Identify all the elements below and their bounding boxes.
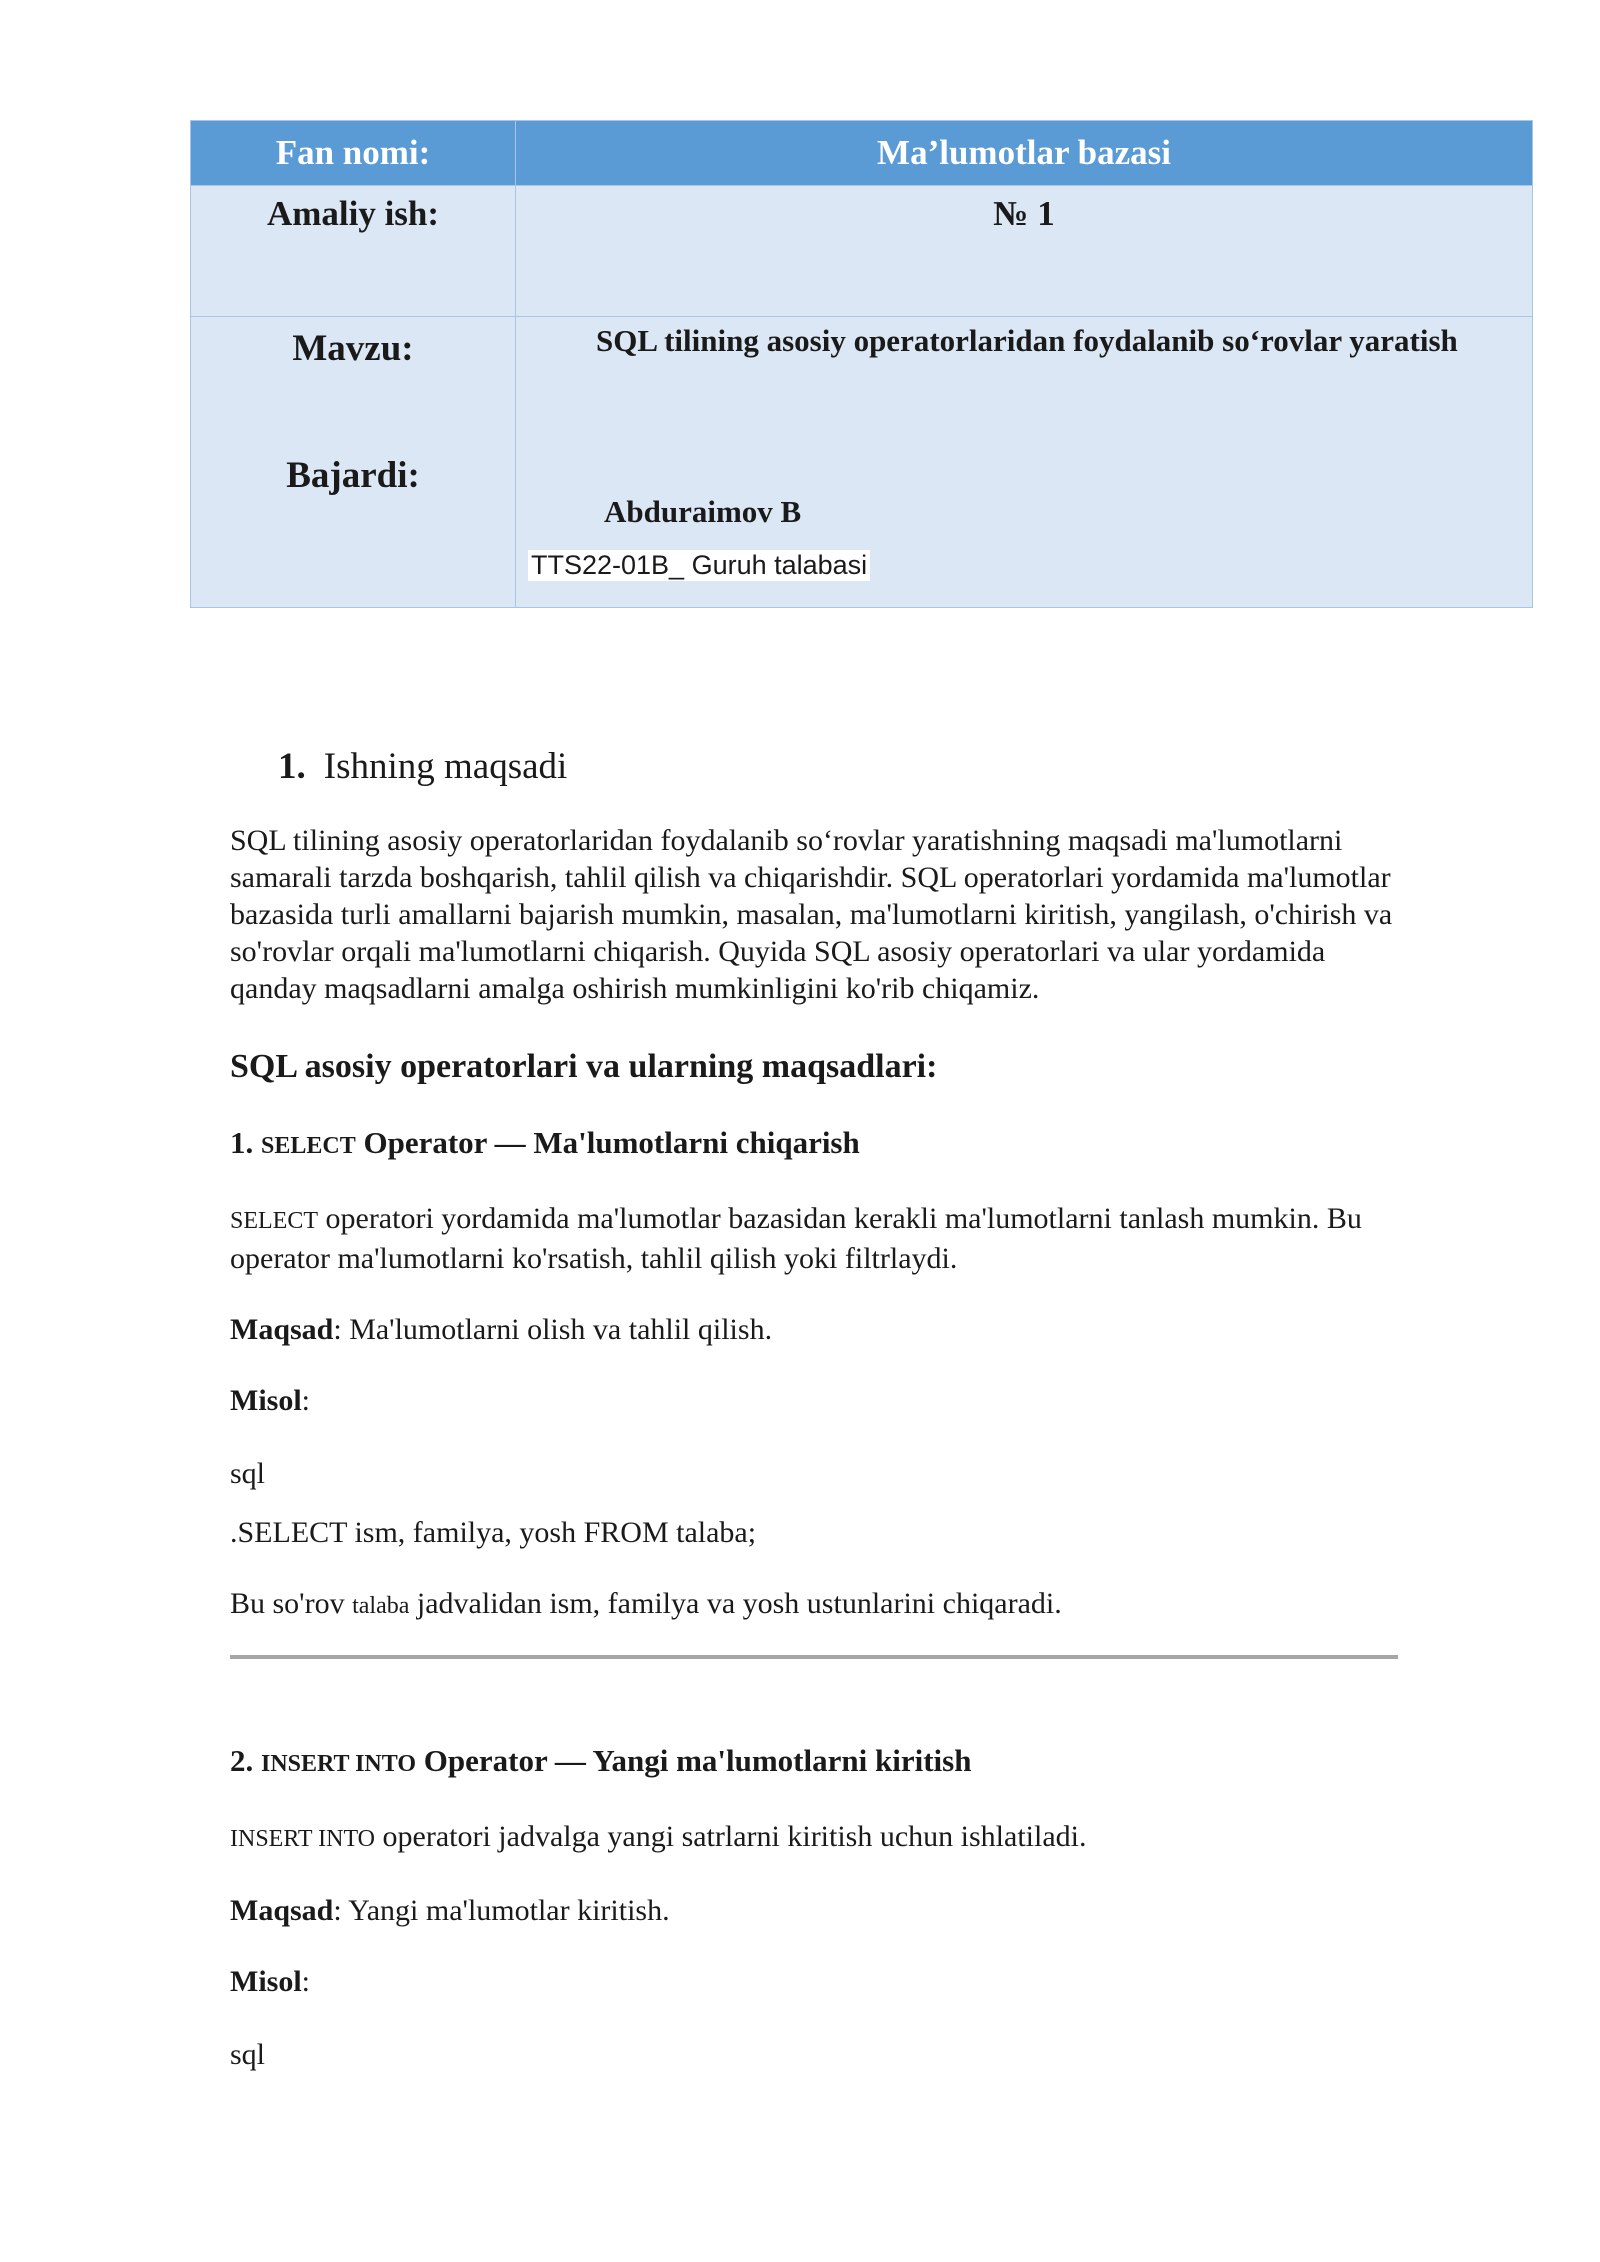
explain-pre: Bu so'rov: [230, 1587, 353, 1620]
explain-table: talaba: [352, 1593, 410, 1619]
description-keyword: SELECT: [230, 1208, 318, 1234]
code-language: sql: [230, 1457, 266, 1490]
intro-line: qanday maqsadlarni amalga oshirish mumkinligini ko'rib chiqamiz.: [230, 972, 1040, 1005]
author-name: Abduraimov B: [604, 494, 802, 529]
intro-paragraph: [230, 822, 1520, 1007]
operator-number: 2.: [230, 1743, 254, 1778]
intro-line: bazasida turli amallarni bajarish mumkin, masalan, ma'lumotlarni kiritish, yangilash, o'chirish va: [230, 898, 1393, 931]
operators-subheading: SQL asosiy operatorlari va ularning maqsadlari:: [230, 1048, 938, 1085]
code-language: sql: [230, 2038, 266, 2071]
operator-description: [230, 1818, 1520, 1858]
bajardi-label: Bajardi:: [286, 455, 420, 496]
amaliy-ish-value-cell: [516, 186, 1533, 317]
misol-line: [230, 1963, 1520, 2000]
horizontal-divider: [230, 1655, 1398, 1659]
section-title: Ishning maqsadi: [323, 746, 568, 787]
group-text: TTS22-01B_ Guruh talabasi: [528, 550, 870, 581]
maqsad-line: [230, 1311, 1520, 1348]
maqsad-text: : Ma'lumotlarni olish va tahlil qilish.: [333, 1313, 773, 1346]
misol-label: Misol: [230, 1384, 302, 1417]
mavzu-label: Mavzu:: [292, 328, 414, 369]
operator-number: 1.: [230, 1125, 254, 1160]
document-body: [230, 740, 1520, 2073]
section-heading: [278, 740, 1520, 794]
fan-nomi-label: Fan nomi:: [191, 121, 516, 186]
operator-title: Operator — Ma'lumotlarni chiqarish: [363, 1125, 860, 1160]
maqsad-text: : Yangi ma'lumotlar kiritish.: [333, 1894, 670, 1927]
table-row: [191, 186, 1533, 317]
mavzu-value: SQL tilining asosiy operatorlaridan foydalanib so‘rovlar yaratish: [596, 323, 1458, 358]
amaliy-ish-value: № 1: [993, 194, 1055, 233]
description-keyword: INSERT INTO: [230, 1826, 376, 1852]
explain-post: jadvalidan ism, familya va yosh ustunlarini chiqaradi.: [409, 1587, 1062, 1620]
misol-label: Misol: [230, 1965, 302, 1998]
intro-line: SQL tilining asosiy operatorlaridan foydalanib so‘rovlar yaratishning maqsadi ma'lumotlarni: [230, 824, 1343, 857]
amaliy-ish-cell: [191, 186, 516, 317]
section-number: 1.: [278, 746, 306, 787]
operator-keyword: SELECT: [261, 1133, 356, 1159]
misol-colon: :: [301, 1965, 311, 1998]
table-row: [191, 317, 1533, 608]
operator-keyword: INSERT INTO: [261, 1751, 417, 1777]
intro-line: so'rovlar orqali ma'lumotlarni chiqarish. Quyida SQL asosiy operatorlari va ular yordamida: [230, 935, 1326, 968]
description-line: operatori yordamida ma'lumotlar bazasidan kerakli ma'lumotlarni tanlash mumkin. Bu: [318, 1202, 1362, 1235]
maqsad-label: Maqsad: [230, 1894, 334, 1927]
labels-cell: [191, 317, 516, 608]
misol-colon: :: [301, 1384, 311, 1417]
fan-nomi-value: Ma’lumotlar bazasi: [516, 121, 1533, 186]
info-table: [190, 120, 1533, 608]
table-row: [191, 121, 1533, 186]
description-line: operator ma'lumotlarni ko'rsatish, tahlil qilish yoki filtrlaydi.: [230, 1242, 958, 1275]
misol-line: [230, 1382, 1520, 1419]
amaliy-ish-label: Amaliy ish:: [266, 194, 440, 233]
values-cell: [516, 317, 1533, 608]
maqsad-line: [230, 1892, 1520, 1929]
operator-title: Operator — Yangi ma'lumotlarni kiritish: [423, 1743, 972, 1778]
code-explanation: [230, 1585, 1520, 1625]
operator-heading-select: [230, 1123, 1520, 1166]
maqsad-label: Maqsad: [230, 1313, 334, 1346]
operator-description: [230, 1200, 1520, 1277]
description-line: operatori jadvalga yangi satrlarni kiritish uchun ishlatiladi.: [375, 1820, 1087, 1853]
code-example: .SELECT ism, familya, yosh FROM talaba;: [230, 1516, 757, 1549]
intro-line: samarali tarzda boshqarish, tahlil qilish va chiqarishdir. SQL operatorlari yordamida ma'lumotlar: [230, 861, 1391, 894]
operator-heading-insert: [230, 1741, 1520, 1784]
